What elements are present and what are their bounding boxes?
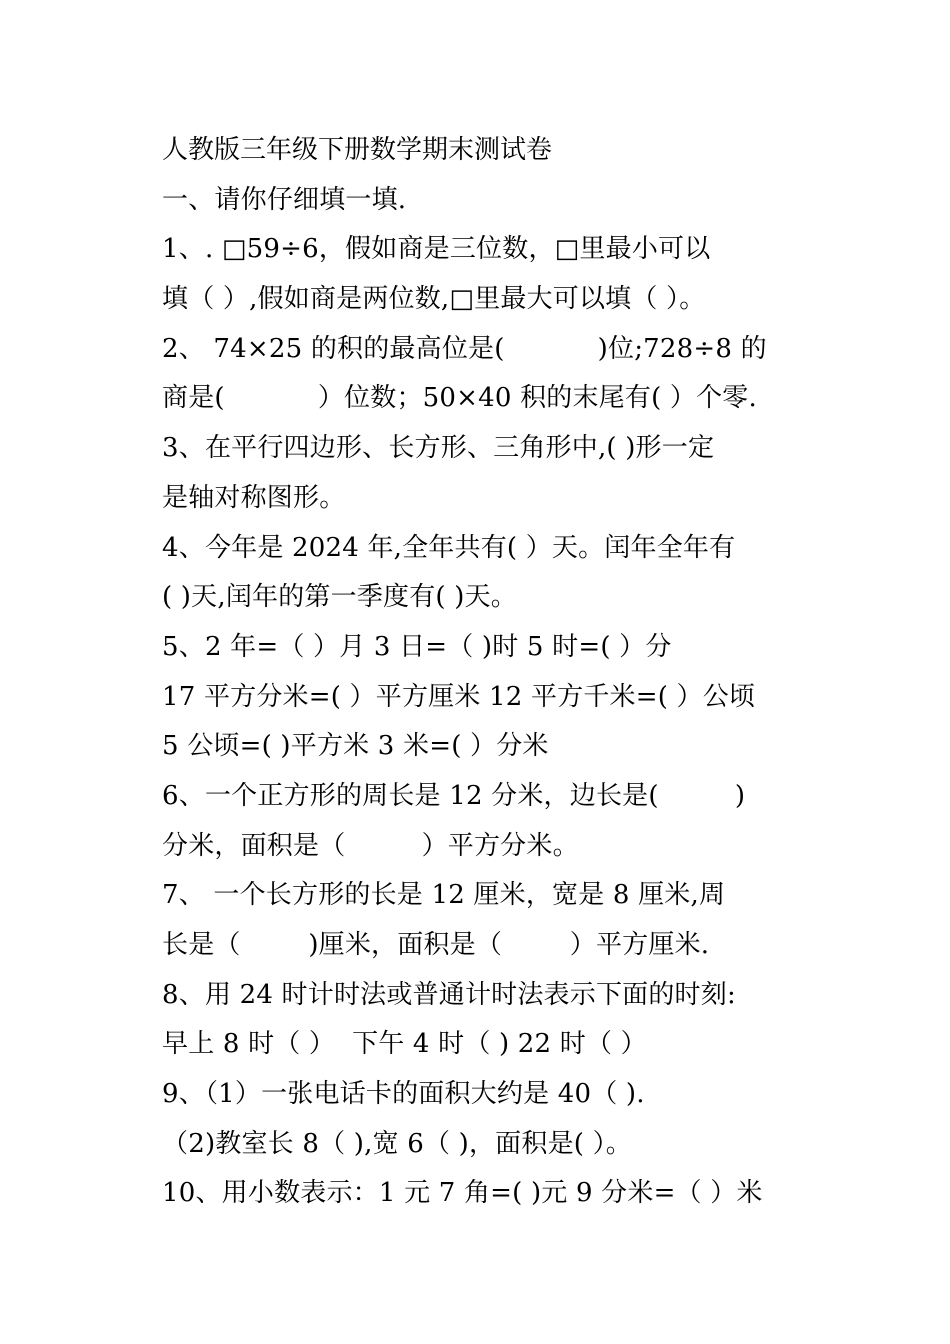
section-heading: 一、请你仔细填一填.: [162, 184, 407, 215]
question-9-line-2: （2)教室长 8（ ),宽 6（ )，面积是( ）。: [162, 1128, 632, 1159]
question-9-line-1: 9、（1）一张电话卡的面积大约是 40（ ).: [162, 1079, 645, 1110]
document-page: [162, 126, 772, 1219]
document-title: 人教版三年级下册数学期末测试卷: [162, 135, 553, 165]
question-5-line-3: 5 公顷=( )平方米 3 米=( ）分米: [162, 731, 549, 762]
question-6-line-2: 分米，面积是（ ）平方分米。: [162, 830, 579, 861]
question-7-line-1: 7、 一个长方形的长是 12 厘米，宽是 8 厘米,周: [162, 880, 726, 911]
question-3-line-2: 是轴对称图形。: [162, 482, 346, 513]
question-5-line-1: 5、2 年=（ ）月 3 日=（ )时 5 时=( ）分: [162, 631, 672, 662]
question-1-line-2: 填（ ）,假如商是两位数,□里最大可以填（ ）。: [162, 284, 706, 315]
question-2-line-1: 2、 74×25 的积的最高位是( )位;728÷8 的: [162, 333, 767, 364]
question-10-line-1: 10、用小数表示：1 元 7 角=( )元 9 分米=（ ）米: [162, 1178, 763, 1209]
question-2-line-2: 商是( ）位数；50×40 积的末尾有( ）个零.: [162, 383, 757, 414]
question-5-line-2: 17 平方分米=( ）平方厘米 12 平方千米=( ）公顷: [162, 681, 756, 712]
question-6-line-1: 6、一个正方形的周长是 12 分米，边长是( ): [162, 780, 746, 811]
question-8-line-2: 早上 8 时（ ） 下午 4 时（ ) 22 时（ ）: [162, 1029, 647, 1060]
question-4-line-1: 4、今年是 2024 年,全年共有( ）天。闰年全年有: [162, 532, 736, 563]
question-7-line-2: 长是（ )厘米，面积是（ ）平方厘米.: [162, 930, 710, 960]
question-8-line-1: 8、用 24 时计时法或普通计时法表示下面的时刻:: [162, 979, 736, 1010]
question-1-line-1: 1、. □59÷6，假如商是三位数，□里最小可以: [162, 234, 711, 265]
question-3-line-1: 3、在平行四边形、长方形、三角形中,( )形一定: [162, 433, 715, 464]
question-4-line-2: ( )天,闰年的第一季度有( )天。: [162, 582, 517, 613]
